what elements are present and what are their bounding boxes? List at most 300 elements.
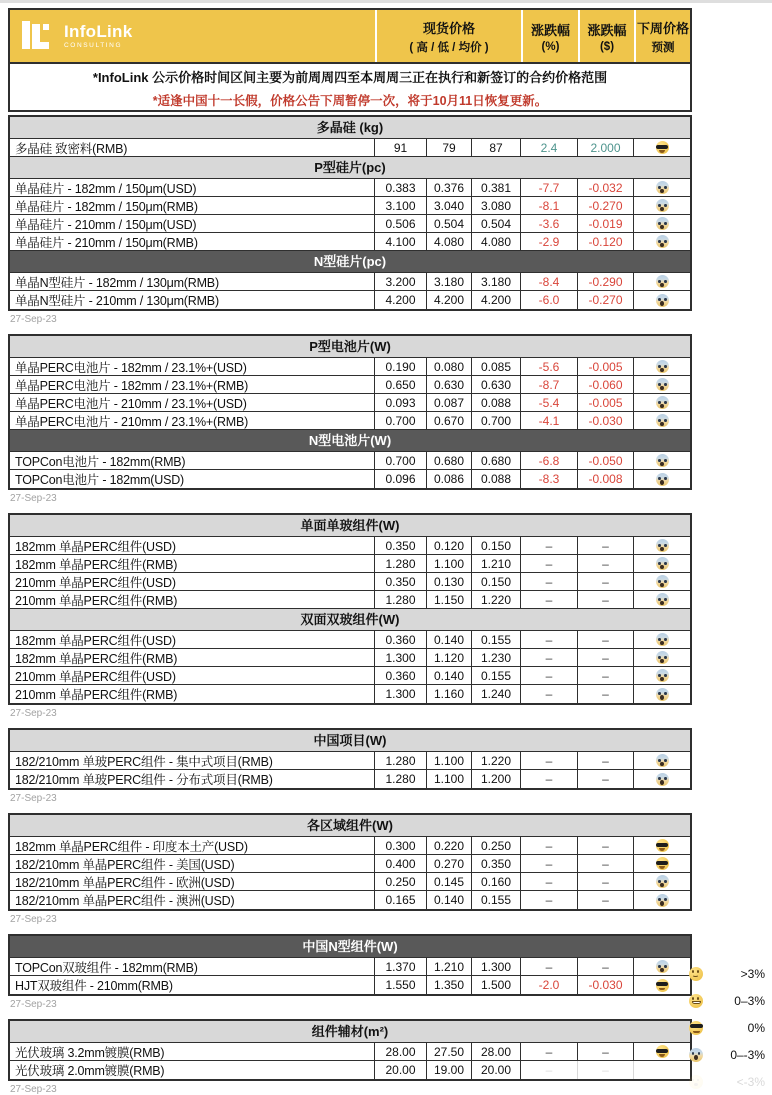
price-row <box>10 215 690 233</box>
product-name-cell: 182/210mm 单晶PERC组件 - 美国(USD) <box>10 855 375 873</box>
section-header: 各区域组件(W) <box>10 815 690 837</box>
scream-emoji-icon <box>656 199 669 212</box>
price-avg-cell: 20.00 <box>472 1061 521 1079</box>
price-avg-cell: 0.350 <box>472 855 521 873</box>
change-pct-cell: – <box>521 649 578 667</box>
price-high-cell: 1.550 <box>375 976 427 994</box>
price-avg-cell: 1.200 <box>472 770 521 788</box>
price-low-cell: 0.630 <box>427 376 472 394</box>
price-low-cell: 0.670 <box>427 412 472 430</box>
price-avg-cell: 0.160 <box>472 873 521 891</box>
change-usd-cell: -0.032 <box>578 179 634 197</box>
price-low-cell: 27.50 <box>427 1043 472 1061</box>
product-name-cell: 210mm 单晶PERC组件(USD) <box>10 573 375 591</box>
cry-emoji-icon <box>689 1075 703 1089</box>
infolink-logo-icon <box>22 21 56 51</box>
price-high-cell: 0.400 <box>375 855 427 873</box>
price-row <box>10 358 690 376</box>
forecast-cell <box>634 394 690 412</box>
product-name-cell: 单晶硅片 - 210mm / 150μm(RMB) <box>10 233 375 251</box>
change-pct-cell: – <box>521 873 578 891</box>
price-high-cell: 0.165 <box>375 891 427 909</box>
product-name-cell: 210mm 单晶PERC组件(RMB) <box>10 591 375 609</box>
price-low-cell: 0.145 <box>427 873 472 891</box>
legend-item <box>689 1068 765 1095</box>
price-high-cell: 1.280 <box>375 770 427 788</box>
price-avg-cell: 0.155 <box>472 891 521 909</box>
forecast-cell <box>634 197 690 215</box>
sunglasses-emoji-icon <box>656 839 669 852</box>
price-low-cell: 0.504 <box>427 215 472 233</box>
section-header: P型硅片(pc) <box>10 157 690 179</box>
change-pct-cell: – <box>521 958 578 976</box>
price-row <box>10 470 690 488</box>
product-name-cell: 182/210mm 单晶PERC组件 - 澳洲(USD) <box>10 891 375 909</box>
price-row <box>10 685 690 703</box>
header-block <box>8 8 692 112</box>
change-pct-cell: -3.6 <box>521 215 578 233</box>
forecast-cell <box>634 752 690 770</box>
price-low-cell: 0.376 <box>427 179 472 197</box>
product-name-cell: 182mm 单晶PERC组件(RMB) <box>10 555 375 573</box>
price-row <box>10 837 690 855</box>
change-pct-cell: -6.0 <box>521 291 578 309</box>
price-low-cell: 1.100 <box>427 770 472 788</box>
change-usd-cell: -0.270 <box>578 291 634 309</box>
scream-emoji-icon <box>656 593 669 606</box>
price-avg-cell: 4.200 <box>472 291 521 309</box>
forecast-cell <box>634 555 690 573</box>
product-name-cell: 182mm 单晶PERC组件(USD) <box>10 631 375 649</box>
product-name-cell: TOPCon电池片 - 182mm(USD) <box>10 470 375 488</box>
scream-emoji-icon <box>656 651 669 664</box>
section-header: P型电池片(W) <box>10 336 690 358</box>
sunglasses-emoji-icon <box>656 979 669 992</box>
price-high-cell: 20.00 <box>375 1061 427 1079</box>
table-header-row <box>10 10 690 64</box>
price-avg-cell: 1.300 <box>472 958 521 976</box>
price-avg-cell: 3.180 <box>472 273 521 291</box>
product-name-cell: TOPCon电池片 - 182mm(RMB) <box>10 452 375 470</box>
forecast-cell <box>634 452 690 470</box>
price-high-cell: 1.280 <box>375 591 427 609</box>
price-high-cell: 1.300 <box>375 649 427 667</box>
price-high-cell: 0.650 <box>375 376 427 394</box>
change-pct-cell: – <box>521 891 578 909</box>
change-pct-cell: -2.9 <box>521 233 578 251</box>
price-avg-cell: 1.230 <box>472 649 521 667</box>
change-pct-cell: – <box>521 685 578 703</box>
price-table-block <box>8 1019 692 1081</box>
price-row <box>10 291 690 309</box>
scream-emoji-icon <box>656 754 669 767</box>
price-high-cell: 0.250 <box>375 873 427 891</box>
spot-price-label: 现货价格 <box>422 20 475 36</box>
change-usd-cell: – <box>578 649 634 667</box>
price-low-cell: 0.080 <box>427 358 472 376</box>
price-high-cell: 3.100 <box>375 197 427 215</box>
change-pct-cell: – <box>521 591 578 609</box>
price-avg-cell: 0.381 <box>472 179 521 197</box>
price-avg-cell: 1.500 <box>472 976 521 994</box>
sunglasses-emoji-icon <box>656 857 669 870</box>
change-pct-cell: -8.3 <box>521 470 578 488</box>
price-row <box>10 752 690 770</box>
price-low-cell: 1.160 <box>427 685 472 703</box>
change-pct-cell: – <box>521 667 578 685</box>
scream-emoji-icon <box>689 1048 703 1062</box>
change-pct-cell: -2.0 <box>521 976 578 994</box>
price-high-cell: 1.280 <box>375 555 427 573</box>
price-row <box>10 412 690 430</box>
forecast-cell <box>634 573 690 591</box>
change-usd-cell: -0.270 <box>578 197 634 215</box>
change-pct-cell: -7.7 <box>521 179 578 197</box>
price-row <box>10 273 690 291</box>
product-name-cell: 光伏玻璃 2.0mm镀膜(RMB) <box>10 1061 375 1079</box>
scream-emoji-icon <box>656 473 669 486</box>
price-high-cell: 0.093 <box>375 394 427 412</box>
forecast-cell <box>634 233 690 251</box>
price-low-cell: 0.140 <box>427 631 472 649</box>
scream-emoji-icon <box>656 181 669 194</box>
product-name-cell: 单晶PERC电池片 - 210mm / 23.1%+(RMB) <box>10 412 375 430</box>
forecast-cell <box>634 376 690 394</box>
change-usd-cell: – <box>578 573 634 591</box>
product-name-cell: 光伏玻璃 3.2mm镀膜(RMB) <box>10 1043 375 1061</box>
forecast-cell <box>634 770 690 788</box>
product-name-cell: 182/210mm 单玻PERC组件 - 集中式项目(RMB) <box>10 752 375 770</box>
price-avg-cell: 0.700 <box>472 412 521 430</box>
scream-emoji-icon <box>656 275 669 288</box>
legend <box>689 960 765 1095</box>
change-usd-cell: -0.030 <box>578 976 634 994</box>
change-pct-cell: -5.4 <box>521 394 578 412</box>
price-high-cell: 0.506 <box>375 215 427 233</box>
price-low-cell: 4.200 <box>427 291 472 309</box>
change-usd-cell: – <box>578 537 634 555</box>
price-low-cell: 1.350 <box>427 976 472 994</box>
forecast-sublabel: 预测 <box>651 41 675 54</box>
scream-emoji-icon <box>656 378 669 391</box>
section-header: 多晶硅 (kg) <box>10 117 690 139</box>
scream-emoji-icon <box>656 960 669 973</box>
section-header: N型硅片(pc) <box>10 251 690 273</box>
price-low-cell: 79 <box>427 139 472 157</box>
price-row <box>10 394 690 412</box>
price-avg-cell: 0.150 <box>472 537 521 555</box>
legend-label: >3% <box>740 966 765 981</box>
change-pct-cell: – <box>521 855 578 873</box>
scream-emoji-icon <box>656 294 669 307</box>
price-table-block <box>8 728 692 790</box>
product-name-cell: 182mm 单晶PERC组件 - 印度本土产(USD) <box>10 837 375 855</box>
price-table-block <box>8 934 692 996</box>
price-table-block <box>8 334 692 490</box>
change-pct-cell: – <box>521 555 578 573</box>
column-header-forecast <box>634 10 690 62</box>
scream-emoji-icon <box>656 557 669 570</box>
price-low-cell: 1.210 <box>427 958 472 976</box>
forecast-cell <box>634 958 690 976</box>
section-header: 单面单玻组件(W) <box>10 515 690 537</box>
scream-emoji-icon <box>656 894 669 907</box>
change-pct-cell: -4.1 <box>521 412 578 430</box>
change-pct-cell: – <box>521 837 578 855</box>
smile-emoji-icon <box>689 967 703 981</box>
forecast-cell <box>634 667 690 685</box>
forecast-cell <box>634 855 690 873</box>
change-usd-cell: -0.120 <box>578 233 634 251</box>
scream-emoji-icon <box>656 773 669 786</box>
price-row <box>10 873 690 891</box>
price-avg-cell: 28.00 <box>472 1043 521 1061</box>
change-usd-cell: -0.005 <box>578 358 634 376</box>
change-usd-cell: – <box>578 1043 634 1061</box>
product-name-cell: 单晶PERC电池片 - 182mm / 23.1%+(USD) <box>10 358 375 376</box>
price-avg-cell: 0.088 <box>472 394 521 412</box>
price-low-cell: 0.087 <box>427 394 472 412</box>
date-label: 27-Sep-23 <box>10 1084 57 1095</box>
change-usd-cell: -0.290 <box>578 273 634 291</box>
date-label: 27-Sep-23 <box>10 708 57 719</box>
change-usd-cell: – <box>578 958 634 976</box>
legend-label: 0–3% <box>734 993 765 1008</box>
price-high-cell: 0.300 <box>375 837 427 855</box>
price-high-cell: 0.350 <box>375 573 427 591</box>
product-name-cell: 单晶PERC电池片 - 182mm / 23.1%+(RMB) <box>10 376 375 394</box>
price-avg-cell: 0.155 <box>472 667 521 685</box>
legend-item <box>689 1041 765 1068</box>
top-divider <box>0 0 772 3</box>
forecast-cell <box>634 631 690 649</box>
change-usd-label: 涨跌幅 <box>587 22 627 38</box>
forecast-cell <box>634 873 690 891</box>
forecast-cell <box>634 891 690 909</box>
price-row <box>10 958 690 976</box>
change-usd-cell: – <box>578 685 634 703</box>
date-label: 27-Sep-23 <box>10 914 57 925</box>
price-low-cell: 0.270 <box>427 855 472 873</box>
scream-emoji-icon <box>656 669 669 682</box>
change-usd-cell: – <box>578 555 634 573</box>
change-usd-cell: – <box>578 770 634 788</box>
forecast-cell <box>634 215 690 233</box>
date-label: 27-Sep-23 <box>10 793 57 804</box>
price-low-cell: 0.140 <box>427 891 472 909</box>
price-avg-cell: 0.630 <box>472 376 521 394</box>
change-usd-cell: 2.000 <box>578 139 634 157</box>
date-label: 27-Sep-23 <box>10 999 57 1010</box>
price-low-cell: 0.680 <box>427 452 472 470</box>
price-high-cell: 0.096 <box>375 470 427 488</box>
scream-emoji-icon <box>656 454 669 467</box>
price-high-cell: 91 <box>375 139 427 157</box>
product-name-cell: 单晶硅片 - 182mm / 150μm(RMB) <box>10 197 375 215</box>
product-name-cell: 210mm 单晶PERC组件(RMB) <box>10 685 375 703</box>
forecast-cell <box>634 1061 690 1079</box>
price-avg-cell: 0.155 <box>472 631 521 649</box>
price-row <box>10 573 690 591</box>
section-header: 双面双玻组件(W) <box>10 609 690 631</box>
price-high-cell: 4.200 <box>375 291 427 309</box>
scream-emoji-icon <box>656 688 669 701</box>
forecast-cell <box>634 412 690 430</box>
product-name-cell: HJT双玻组件 - 210mm(RMB) <box>10 976 375 994</box>
scream-emoji-icon <box>656 539 669 552</box>
price-table-block <box>8 513 692 705</box>
price-row <box>10 591 690 609</box>
product-name-cell: 多晶硅 致密料(RMB) <box>10 139 375 157</box>
change-usd-cell: -0.019 <box>578 215 634 233</box>
section-header: N型电池片(W) <box>10 430 690 452</box>
forecast-cell <box>634 139 690 157</box>
scream-emoji-icon <box>656 217 669 230</box>
price-row <box>10 1061 690 1079</box>
price-low-cell: 0.130 <box>427 573 472 591</box>
price-row <box>10 976 690 994</box>
change-usd-cell: – <box>578 891 634 909</box>
price-row <box>10 855 690 873</box>
column-header-spot-price <box>375 10 521 62</box>
change-usd-unit: ($) <box>599 40 615 53</box>
price-low-cell: 0.220 <box>427 837 472 855</box>
change-usd-cell: – <box>578 667 634 685</box>
change-pct-cell: – <box>521 631 578 649</box>
price-high-cell: 28.00 <box>375 1043 427 1061</box>
legend-item <box>689 960 765 987</box>
price-row <box>10 631 690 649</box>
product-name-cell: 182mm 单晶PERC组件(RMB) <box>10 649 375 667</box>
change-usd-cell: – <box>578 873 634 891</box>
forecast-cell <box>634 1043 690 1061</box>
price-avg-cell: 0.504 <box>472 215 521 233</box>
change-usd-cell: – <box>578 631 634 649</box>
legend-item <box>689 1014 765 1041</box>
price-blocks <box>0 115 772 1095</box>
product-name-cell: 210mm 单晶PERC组件(USD) <box>10 667 375 685</box>
change-pct-cell: – <box>521 770 578 788</box>
change-pct-cell: 2.4 <box>521 139 578 157</box>
price-row <box>10 1043 690 1061</box>
forecast-cell <box>634 837 690 855</box>
forecast-cell <box>634 649 690 667</box>
forecast-cell <box>634 537 690 555</box>
price-row <box>10 452 690 470</box>
price-avg-cell: 0.680 <box>472 452 521 470</box>
price-row <box>10 667 690 685</box>
price-low-cell: 0.086 <box>427 470 472 488</box>
price-row <box>10 555 690 573</box>
scream-emoji-icon <box>656 235 669 248</box>
price-row <box>10 179 690 197</box>
change-pct-label: 涨跌幅 <box>530 22 570 38</box>
price-row <box>10 233 690 251</box>
section-header: 中国N型组件(W) <box>10 936 690 958</box>
change-usd-cell: -0.060 <box>578 376 634 394</box>
price-high-cell: 0.700 <box>375 452 427 470</box>
price-low-cell: 1.100 <box>427 752 472 770</box>
legend-label: <-3% <box>736 1074 765 1089</box>
change-usd-cell: -0.050 <box>578 452 634 470</box>
date-label: 27-Sep-23 <box>10 314 57 325</box>
price-low-cell: 1.120 <box>427 649 472 667</box>
change-pct-cell: – <box>521 752 578 770</box>
notice-holiday-pause: *适逢中国十一长假，价格公告下周暂停一次，将于10月11日恢复更新。 <box>152 93 548 108</box>
price-avg-cell: 1.220 <box>472 591 521 609</box>
scream-emoji-icon <box>656 396 669 409</box>
forecast-cell <box>634 179 690 197</box>
change-usd-cell: – <box>578 752 634 770</box>
change-pct-cell: – <box>521 1043 578 1061</box>
product-name-cell: 单晶N型硅片 - 210mm / 130μm(RMB) <box>10 291 375 309</box>
section-header: 组件辅材(m²) <box>10 1021 690 1043</box>
change-pct-cell: -8.7 <box>521 376 578 394</box>
price-row <box>10 537 690 555</box>
price-high-cell: 4.100 <box>375 233 427 251</box>
change-usd-cell: – <box>578 837 634 855</box>
forecast-cell <box>634 291 690 309</box>
price-row <box>10 891 690 909</box>
price-avg-cell: 1.240 <box>472 685 521 703</box>
change-usd-cell: -0.008 <box>578 470 634 488</box>
scream-emoji-icon <box>656 414 669 427</box>
price-high-cell: 1.370 <box>375 958 427 976</box>
legend-item <box>689 987 765 1014</box>
price-table-block <box>8 813 692 911</box>
forecast-cell <box>634 470 690 488</box>
infolink-logo <box>10 10 375 62</box>
change-usd-cell: – <box>578 591 634 609</box>
price-low-cell: 0.120 <box>427 537 472 555</box>
price-high-cell: 0.350 <box>375 537 427 555</box>
product-name-cell: 182mm 单晶PERC组件(USD) <box>10 537 375 555</box>
product-name-cell: 单晶硅片 - 210mm / 150μm(USD) <box>10 215 375 233</box>
price-avg-cell: 0.250 <box>472 837 521 855</box>
price-low-cell: 3.180 <box>427 273 472 291</box>
price-avg-cell: 1.210 <box>472 555 521 573</box>
price-row <box>10 770 690 788</box>
price-row <box>10 197 690 215</box>
product-name-cell: 单晶硅片 - 182mm / 150μm(USD) <box>10 179 375 197</box>
change-pct-cell: – <box>521 537 578 555</box>
product-name-cell: 182/210mm 单玻PERC组件 - 分布式项目(RMB) <box>10 770 375 788</box>
product-name-cell: 单晶N型硅片 - 182mm / 130μm(RMB) <box>10 273 375 291</box>
forecast-cell <box>634 976 690 994</box>
price-high-cell: 0.360 <box>375 667 427 685</box>
date-label: 27-Sep-23 <box>10 493 57 504</box>
scream-emoji-icon <box>656 575 669 588</box>
price-low-cell: 4.080 <box>427 233 472 251</box>
legend-label: 0% <box>747 1020 765 1035</box>
column-header-change-pct <box>521 10 578 62</box>
change-usd-cell: -0.030 <box>578 412 634 430</box>
change-pct-cell: -5.6 <box>521 358 578 376</box>
change-pct-cell: -8.1 <box>521 197 578 215</box>
price-low-cell: 1.100 <box>427 555 472 573</box>
price-low-cell: 19.00 <box>427 1061 472 1079</box>
forecast-label: 下周价格 <box>636 20 689 36</box>
scream-emoji-icon <box>656 633 669 646</box>
product-name-cell: TOPCon双玻组件 - 182mm(RMB) <box>10 958 375 976</box>
change-usd-cell: – <box>578 855 634 873</box>
change-pct-cell: -8.4 <box>521 273 578 291</box>
change-pct-cell: – <box>521 573 578 591</box>
brand-subtitle: CONSULTING <box>64 41 123 49</box>
change-pct-unit: (%) <box>541 40 560 53</box>
change-usd-cell: – <box>578 1061 634 1079</box>
sunglasses-emoji-icon <box>656 141 669 154</box>
